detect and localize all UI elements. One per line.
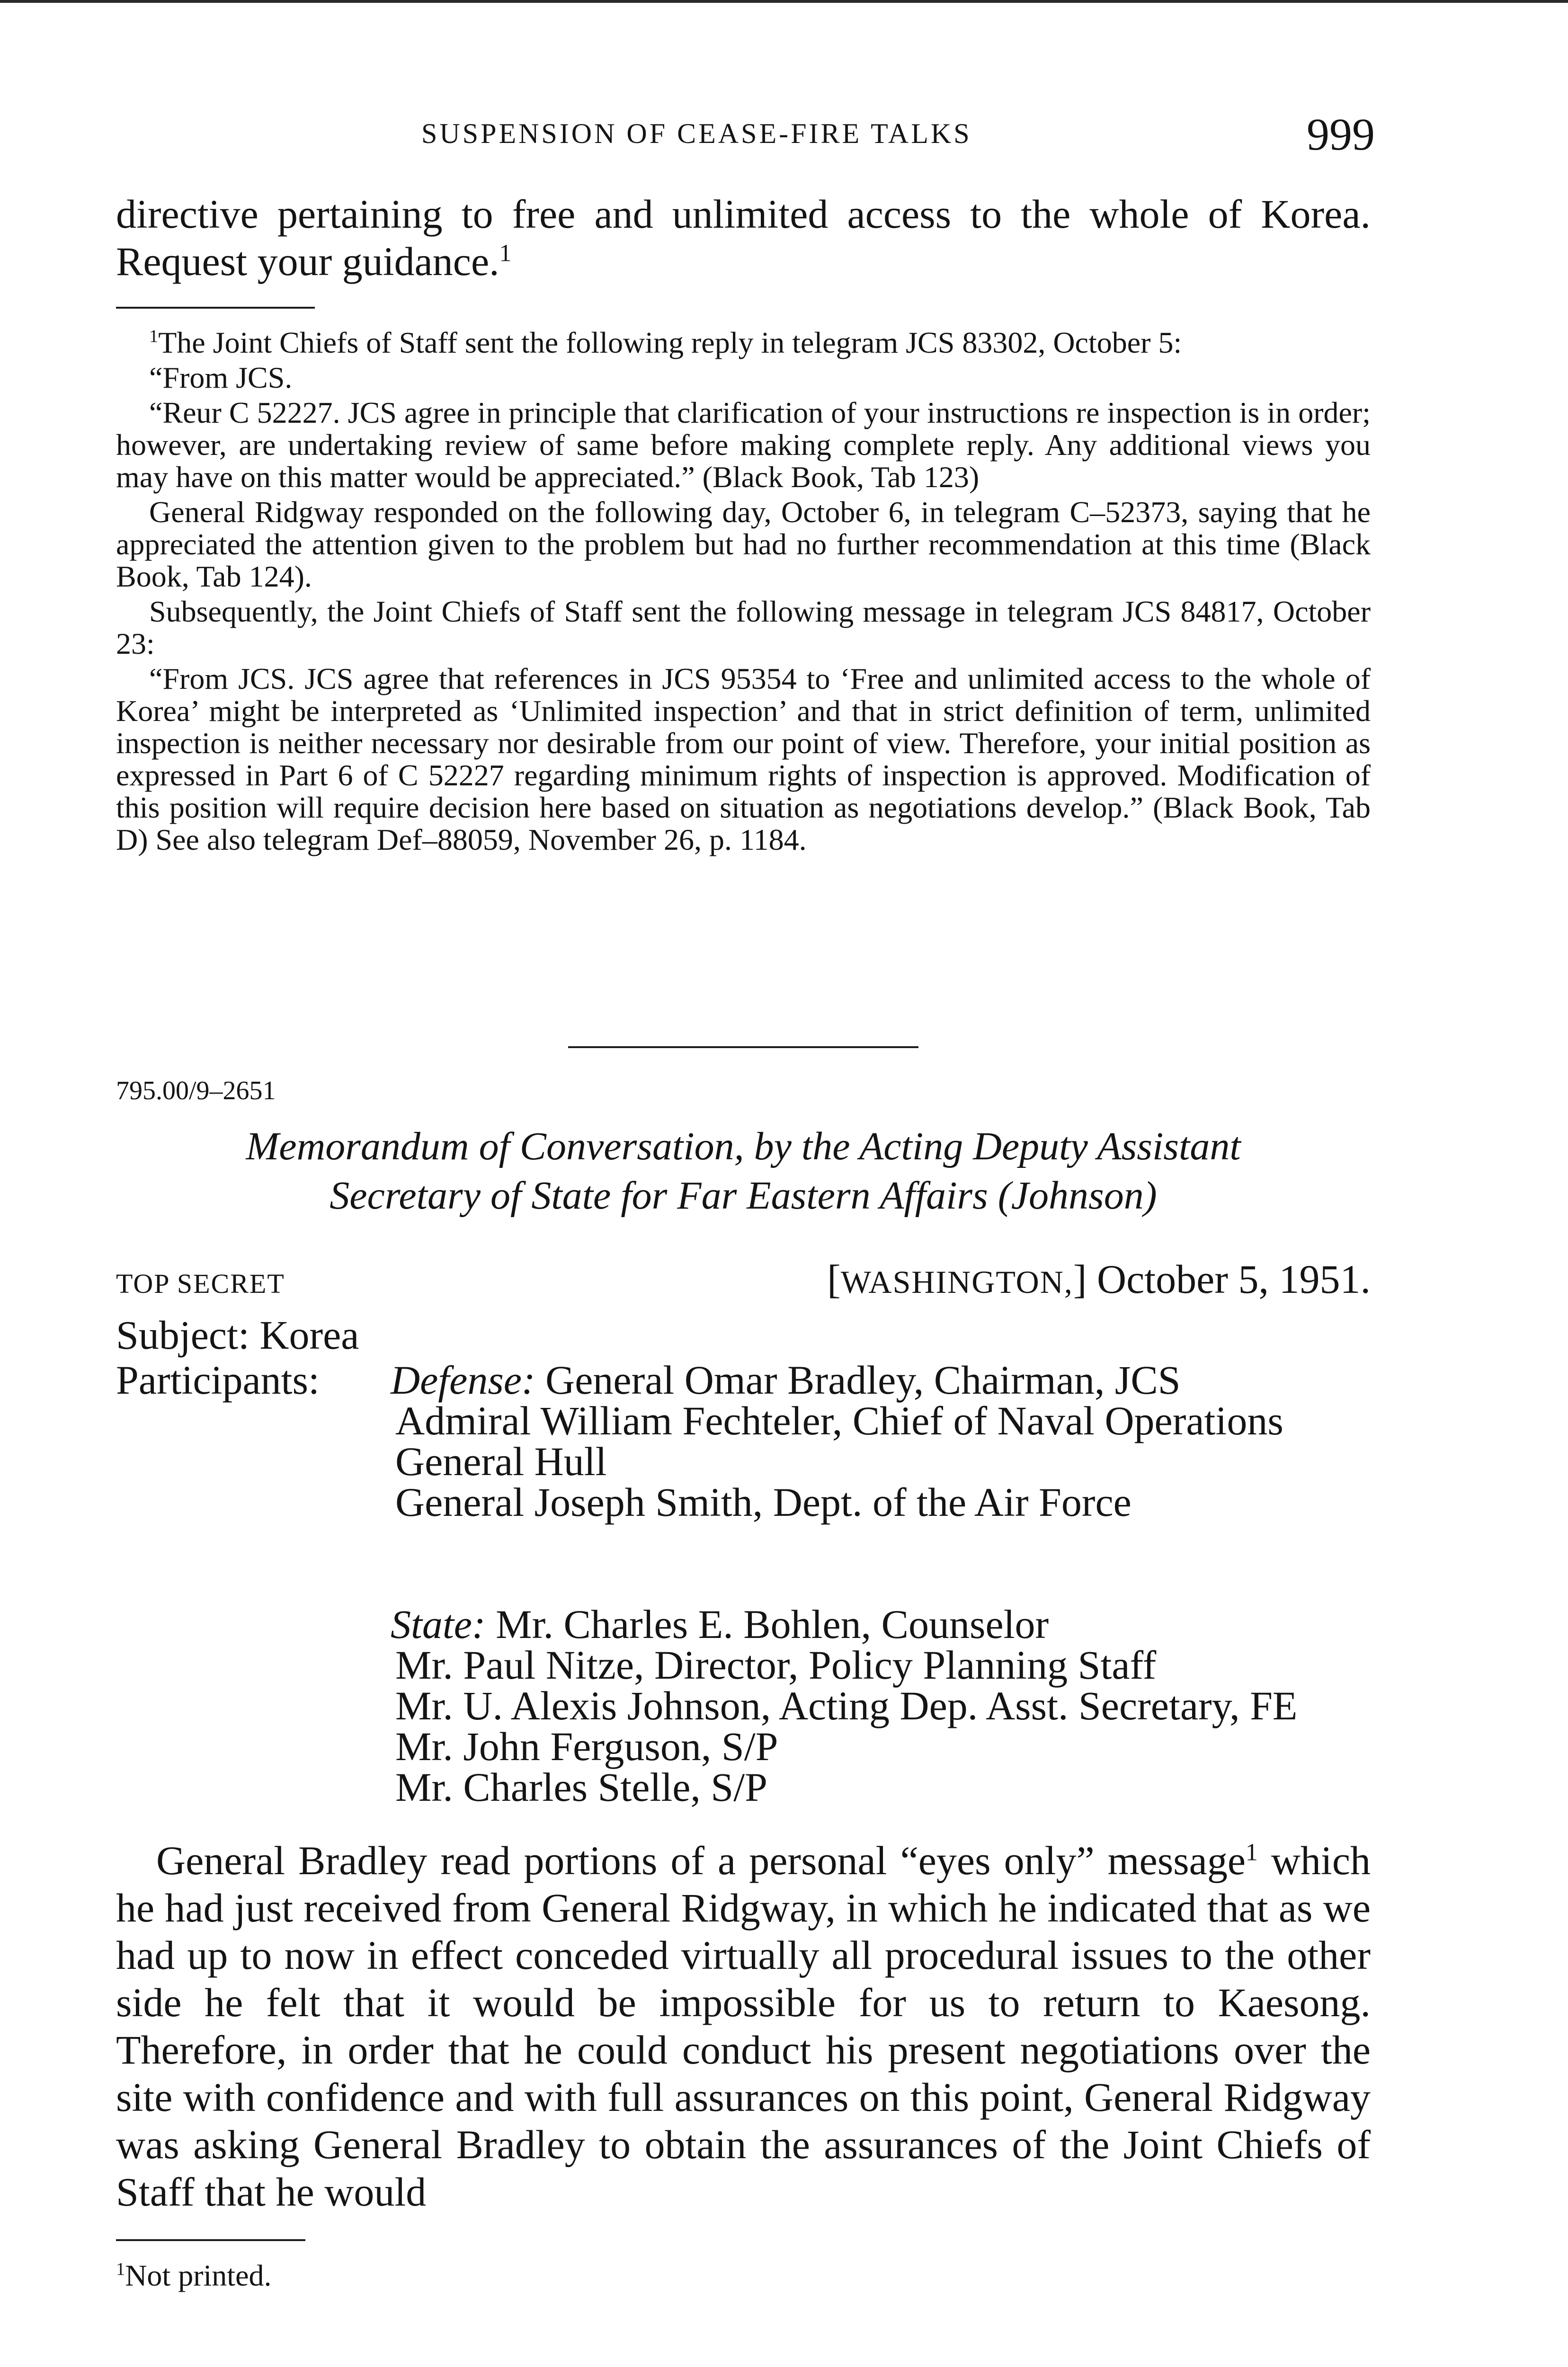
- footnote-1-mark: 1: [149, 326, 159, 347]
- section-divider: [568, 1046, 918, 1048]
- dateline-open: [: [827, 1256, 841, 1302]
- footnote-1-subsequent: Subsequently, the Joint Chiefs of Staff sent the following message in telegram JCS 84817, October 23:: [116, 595, 1371, 660]
- footnote-1-quote-open: “From JCS.: [149, 361, 293, 394]
- footnote-1-final-quote: “From JCS. JCS agree that references in JCS 95354 to ‘Free and unlimited access to the whole of Korea’ might be interpreted as ‘Unlimited inspection’ and that in strict definition of term, unlimited inspection is neither necessary nor desirable from our point of view. Therefore, your initial position as expressed in Part 6 of C 52227 regarding minimum rights of inspection is approved. Modification of this position will require decision here based on situation as negotiations develop.” (Black Book, Tab D) See also telegram Def–88059, November 26, p. 1184.: [116, 662, 1371, 856]
- participants-label: Participants:: [116, 1357, 320, 1403]
- continuation-paragraph: [116, 190, 1371, 285]
- memo-title-line-2: Secretary of State for Far Eastern Affairs (Johnson): [330, 1174, 1157, 1218]
- footnote-separator-2: [116, 2239, 305, 2241]
- participant-entry: Mr. Charles E. Bohlen, Counselor: [496, 1602, 1049, 1647]
- participant-entry: Mr. Charles Stelle, S/P: [395, 1764, 767, 1810]
- footnote-2: [116, 2258, 271, 2293]
- subject-line: Subject: Korea: [116, 1312, 359, 1358]
- top-border-rule: [0, 0, 1568, 3]
- dateline-city: WASHINGTON,: [840, 1264, 1073, 1300]
- footnote-1-ridgway-response: General Ridgway responded on the following day, October 6, in telegram C–52373, saying that he appreciated the attention given to the problem but had no further recommendation at this time (Black Book, Tab 124).: [116, 495, 1371, 593]
- dateline-date: ] October 5, 1951.: [1073, 1256, 1371, 1302]
- running-title: SUSPENSION OF CEASE-FIRE TALKS: [421, 118, 972, 149]
- footnote-1-intro: The Joint Chiefs of Staff sent the following reply in telegram JCS 83302, October 5:: [158, 326, 1182, 359]
- state-label: State:: [391, 1602, 486, 1647]
- footnote-separator: [116, 307, 315, 309]
- footnote-reference-mark: 1: [1246, 1839, 1258, 1866]
- footnote-reference-mark: 1: [499, 240, 512, 267]
- state-group: [391, 1602, 1371, 1810]
- memo-title-line-1: Memorandum of Conversation, by the Acting Deputy Assistant: [246, 1124, 1241, 1168]
- continuation-text: directive pertaining to free and unlimited access to the whole of Korea. Request your guidance.: [116, 191, 1371, 284]
- participant-entry: General Joseph Smith, Dept. of the Air Force: [395, 1479, 1131, 1525]
- participant-entry: General Omar Bradley, Chairman, JCS: [545, 1357, 1181, 1403]
- main-paragraph-part-2: which he had just received from General Ridgway, in which he indicated that as we had up to now in effect conceded virtually all procedural issues to the other side he felt that it would be impossible for us to return to Kaesong. Therefore, in order that he could conduct his present negotiations over the site with confidence and with full assurances on this point, General Ridgway was asking General Bradley to obtain the assurances of the Joint Chiefs of Staff that he would: [116, 1838, 1371, 2215]
- participant-entry: Mr. Paul Nitze, Director, Policy Planning Staff: [395, 1642, 1157, 1688]
- main-paragraph: [116, 1837, 1371, 2216]
- participant-entry: Admiral William Fechteler, Chief of Naval Operations: [395, 1398, 1283, 1443]
- participant-entry: Mr. U. Alexis Johnson, Acting Dep. Asst. Secretary, FE: [395, 1683, 1298, 1728]
- page-number: 999: [1307, 109, 1375, 160]
- footnote-2-text: Not printed.: [125, 2259, 272, 2292]
- footnote-1-quote-body: “Reur C 52227. JCS agree in principle that clarification of your instructions re inspection is in order; however, are undertaking review of same before making complete reply. Any additional views you may have on this matter would be appreciated.” (Black Book, Tab 123): [116, 396, 1371, 494]
- memo-title: [116, 1122, 1371, 1220]
- dateline: [776, 1255, 1371, 1303]
- participant-entry: General Hull: [395, 1439, 607, 1484]
- footnote-2-mark: 1: [116, 2259, 125, 2279]
- classification-label: TOP SECRET: [116, 1268, 285, 1299]
- footnote-1-block: [116, 327, 1371, 859]
- defense-group: [391, 1357, 1371, 1525]
- defense-label: Defense:: [391, 1357, 535, 1403]
- document-reference: 795.00/9–2651: [116, 1076, 276, 1105]
- main-paragraph-part-1: General Bradley read portions of a personal “eyes only” message: [156, 1838, 1246, 1883]
- participant-entry: Mr. John Ferguson, S/P: [395, 1724, 778, 1769]
